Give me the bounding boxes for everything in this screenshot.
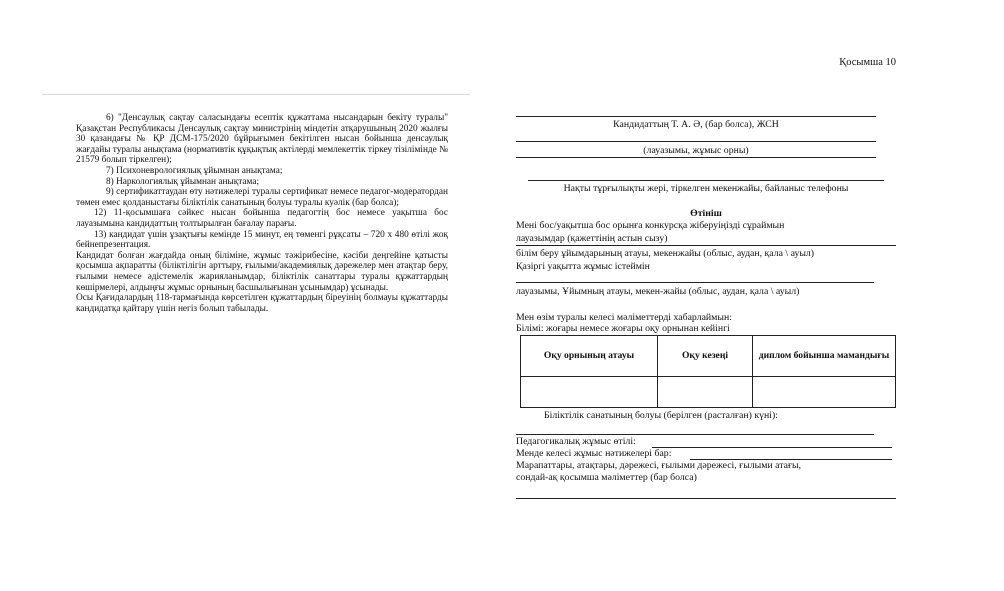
organization-label: білім беру ұйымдарының атауы, мекенжайы (облыс, аудан, қала \ ауыл) xyxy=(516,248,815,259)
position-line xyxy=(516,141,876,142)
address-line xyxy=(528,180,884,181)
current-work-label: Қазіргі уақытта жұмыс істеймін xyxy=(516,261,650,272)
header-institution: Оқу орнының атауы xyxy=(521,336,658,377)
workplace-label: лауазымы, Ұйымның атауы, мекен-жайы (облыс, аудан, қала \ ауыл) xyxy=(516,286,800,297)
table-header-row xyxy=(521,336,896,377)
qualification-label: Біліктілік санатының болуы (берілген (расталған) күні): xyxy=(544,410,778,421)
request-text: Мені бос/уақытша бос орынға конкурсқа жіберуіңізді сұраймын xyxy=(516,220,785,231)
header-study-period: Оқу кезеңі xyxy=(658,336,753,377)
experience-label: Педагогикалық жұмыс өтілі: xyxy=(516,436,636,447)
paragraph-item-9: 9) сертификаттаудан өту нәтижелері туралы сертификат немесе педагог-модератордан төмен емес қолданыстағы біліктілік санатының болуы туралы куәлік (бар болса); xyxy=(76,187,448,208)
top-divider xyxy=(42,94,470,95)
paragraph-item-7: 7) Психоневрологиялық ұйымнан анықтама; xyxy=(106,165,283,176)
awards-label-cont: сондай-ақ қосымша мәліметтер (бар болса) xyxy=(516,472,697,483)
name-line xyxy=(516,116,876,117)
cell-institution[interactable] xyxy=(521,377,658,408)
paragraph-item-6: 6) "Денсаулық сақтау саласындағы есептік құжаттама нысандарын бекіту туралы" Қазақстан Республикасы Денсаулық сақтау министрінің міндетін атқарушының 2020 жылғы 30 қазандағы № ҚР ДСМ-175/2020 бұйрығымен бекітілген нысан бойынша денсаулық жағдайы туралы анықтама (нормативтік құқықтық актілерді мемлекеттік тіркеу тізілімінде № 21579 болып тіркелген); xyxy=(76,113,448,166)
self-info-text: Мен өзім туралы келесі мәліметтерді хабарлаймын: xyxy=(516,312,732,323)
candidate-name-label: Кандидаттың Т. А. Ә, (бар болса), ЖСН xyxy=(613,119,779,130)
current-work-line xyxy=(516,282,874,283)
header-specialty: диплом бойынша мамандығы xyxy=(753,336,896,377)
positions-text: лауазымдар (қажеттінің астын сызу) xyxy=(516,233,668,244)
paragraph-additional-info: Кандидат болған жағдайда оның біліміне, жұмыс тәжірибесіне, кәсіби деңгейіне қатысты қосымша ақпаратты (біліктілігін арттыру, ғылыми/академиялық дәрежелер мен атақтар беру, ғылыми немесе әдістемелік жарияланымдар, біліктілік санаттары туралы құжаттардың көшірмелері, алдыңғы жұмыс орнының басшылығынан ұсынымдар) ұсынады. xyxy=(76,250,448,293)
table-row xyxy=(521,377,896,408)
education-label: Білімі: жоғары немесе жоғары оқу орнынан кейінгі xyxy=(516,323,730,334)
paragraph-item-13: 13) кандидат үшін ұзақтығы кемінде 15 минут, ең төменгі рұқсаты – 720 x 480 өтілі жоқ бейнепрезентация. xyxy=(76,229,448,251)
awards-line xyxy=(516,498,896,499)
paragraph-item-8: 8) Наркологиялық ұйымнан анықтама; xyxy=(106,176,260,187)
experience-line xyxy=(652,447,892,448)
position-underline xyxy=(516,157,876,158)
application-form xyxy=(516,104,896,504)
cell-study-period[interactable] xyxy=(658,377,753,408)
qualification-line xyxy=(516,434,874,435)
form-title: Өтініш xyxy=(690,208,722,219)
awards-label: Марапаттары, атақтары, дәрежесі, ғылыми дәрежесі, ғылыми атағы, xyxy=(516,460,802,471)
education-table xyxy=(520,335,896,408)
annex-number: Қосымша 10 xyxy=(839,57,896,68)
positions-line xyxy=(516,245,896,246)
address-label: Нақты тұрғылықты жері, тіркелген мекенжайы, байланыс телефоны xyxy=(563,183,849,194)
paragraph-item-12: 12) 11-қосымшаға сәйкес нысан бойынша педагогтің бос немесе уақытша бос лауазымына кандидаттың толтырылған бағалау парағы. xyxy=(76,208,448,229)
position-label: (лауазымы, жұмыс орны) xyxy=(643,145,749,156)
results-label: Менде келесі жұмыс нәтижелері бар: xyxy=(516,448,672,459)
paragraph-return-basis: Осы Қағидалардың 118-тармағында көрсетілген құжаттардың біреуінің болмауы құжаттарды кандидатқа қайтару үшін негіз болып табылады. xyxy=(76,293,448,314)
requirements-text xyxy=(76,113,448,314)
cell-specialty[interactable] xyxy=(753,377,896,408)
